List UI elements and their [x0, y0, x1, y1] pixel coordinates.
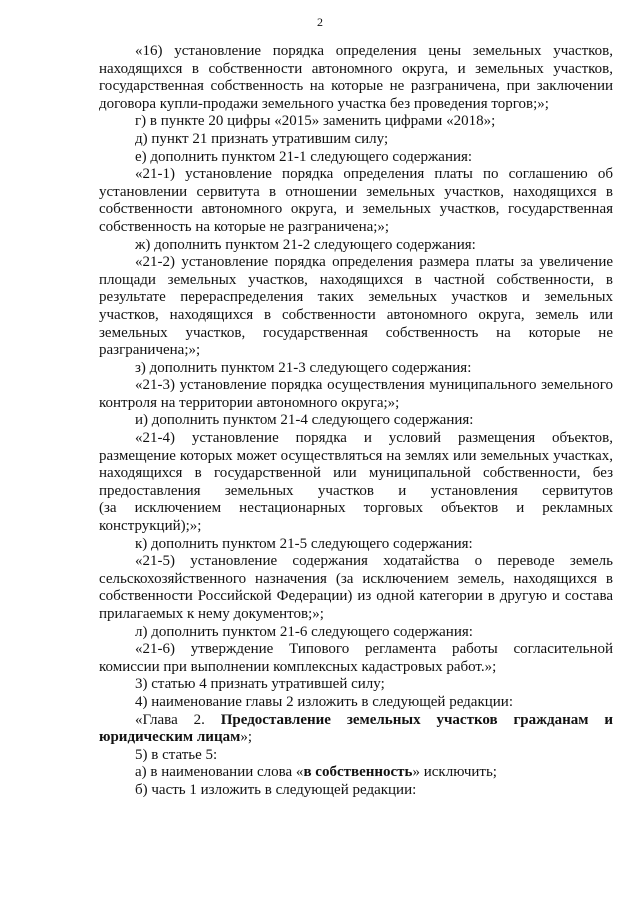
text-line: собственность на которые не разграничена;»; [99, 218, 390, 235]
chapter-title-line-1 [99, 712, 613, 730]
text-line: предоставления земельных участков и установления сервитутов [99, 482, 613, 499]
tail-lines [99, 747, 613, 800]
text-line: 3) статью 4 признать утратившей силу; [135, 676, 385, 693]
text-span: 5) в статье 5: [135, 746, 218, 763]
text-line: земельных участков, государственная собственность на которые не [99, 324, 613, 341]
text-line: государственная собственность на которые не разграничена, при заключении [99, 78, 613, 95]
text-line: результате перераспределения таких земельных участков и земельных [99, 289, 613, 306]
bold-text: в собственность [303, 764, 413, 781]
chapter-title-bold-1: Предоставление земельных участков гражданам и [220, 711, 613, 728]
text-line: комиссии при выполнении комплексных кадастровых работ.»; [99, 658, 497, 675]
text-line [99, 782, 613, 800]
text-line: «21-2) установление порядка определения размера платы за увеличение [135, 254, 613, 271]
text-line: з) дополнить пунктом 21-3 следующего содержания: [135, 359, 472, 376]
document-body [99, 43, 613, 800]
text-line: «16) установление порядка определения цены земельных участков, [135, 43, 613, 59]
text-line: сельскохозяйственного назначения (за исключением земель, находящихся в [99, 570, 613, 587]
text-line: договора купли-продажи земельного участка без проведения торгов;»; [99, 95, 549, 112]
chapter-title-prefix: «Глава 2. [135, 711, 221, 728]
chapter-title-line-2 [99, 729, 613, 747]
text-line: л) дополнить пунктом 21-6 следующего содержания: [135, 623, 473, 640]
text-line: ж) дополнить пунктом 21-2 следующего содержания: [135, 236, 476, 253]
text-line: находящихся в государственной или муниципальной собственности, без [99, 465, 613, 482]
text-line: участков, находящихся в собственности автономного округа, земель или [99, 306, 613, 323]
text-line: разграничена;»; [99, 342, 201, 359]
text-span: б) часть 1 изложить в следующей редакции: [135, 781, 417, 798]
text-line: «21-6) утверждение Типового регламента работы согласительной [135, 641, 613, 658]
text-line: установлении сервитута в отношении земельных участков, находящихся в [99, 183, 613, 200]
page-number: 2 [317, 15, 323, 29]
text-line: г) в пункте 20 цифры «2015» заменить цифрами «2018»; [135, 113, 496, 130]
text-line: е) дополнить пунктом 21-1 следующего содержания: [135, 148, 473, 165]
text-line [99, 764, 613, 782]
text-line [99, 747, 613, 765]
text-line: «21-1) установление порядка определения платы по соглашению об [135, 166, 613, 183]
text-line: «21-5) установление содержания ходатайства о переводе земель [135, 553, 613, 570]
text-line: собственности автономного округа, и земельных участков, государственная [99, 201, 613, 218]
text-line: находящихся в собственности автономного округа, и земельных участков, [99, 60, 613, 77]
text-line: размещение которых может осуществляться на землях или земельных участках, [99, 447, 613, 464]
paragraph-lines [99, 43, 613, 712]
text-line: «21-3) установление порядка осуществления муниципального земельного [135, 377, 613, 394]
text-line: 4) наименование главы 2 изложить в следующей редакции: [135, 693, 513, 710]
text-line: прилагаемых к нему документов;»; [99, 606, 324, 622]
text-span: » исключить; [412, 764, 497, 781]
text-line: площади земельных участков, находящихся в частной собственности, в [99, 271, 613, 288]
text-line: (за исключением нестационарных торговых объектов и рекламных [99, 500, 613, 517]
text-line: и) дополнить пунктом 21-4 следующего содержания: [135, 412, 474, 429]
text-line: к) дополнить пунктом 21-5 следующего содержания: [135, 535, 473, 552]
text-line: д) пункт 21 признать утратившим силу; [135, 130, 389, 147]
text-line: контроля на территории автономного округа;»; [99, 394, 400, 411]
text-span: а) в наименовании слова « [135, 764, 304, 781]
text-line: «21-4) установление порядка и условий размещения объектов, [135, 430, 613, 447]
chapter-title-suffix: »; [240, 729, 252, 746]
text-line: конструкций);»; [99, 518, 202, 535]
text-line: собственности Российской Федерации) из одной категории в другую и состава [99, 588, 613, 605]
chapter-title-bold-2: юридическим лицам [99, 729, 241, 746]
